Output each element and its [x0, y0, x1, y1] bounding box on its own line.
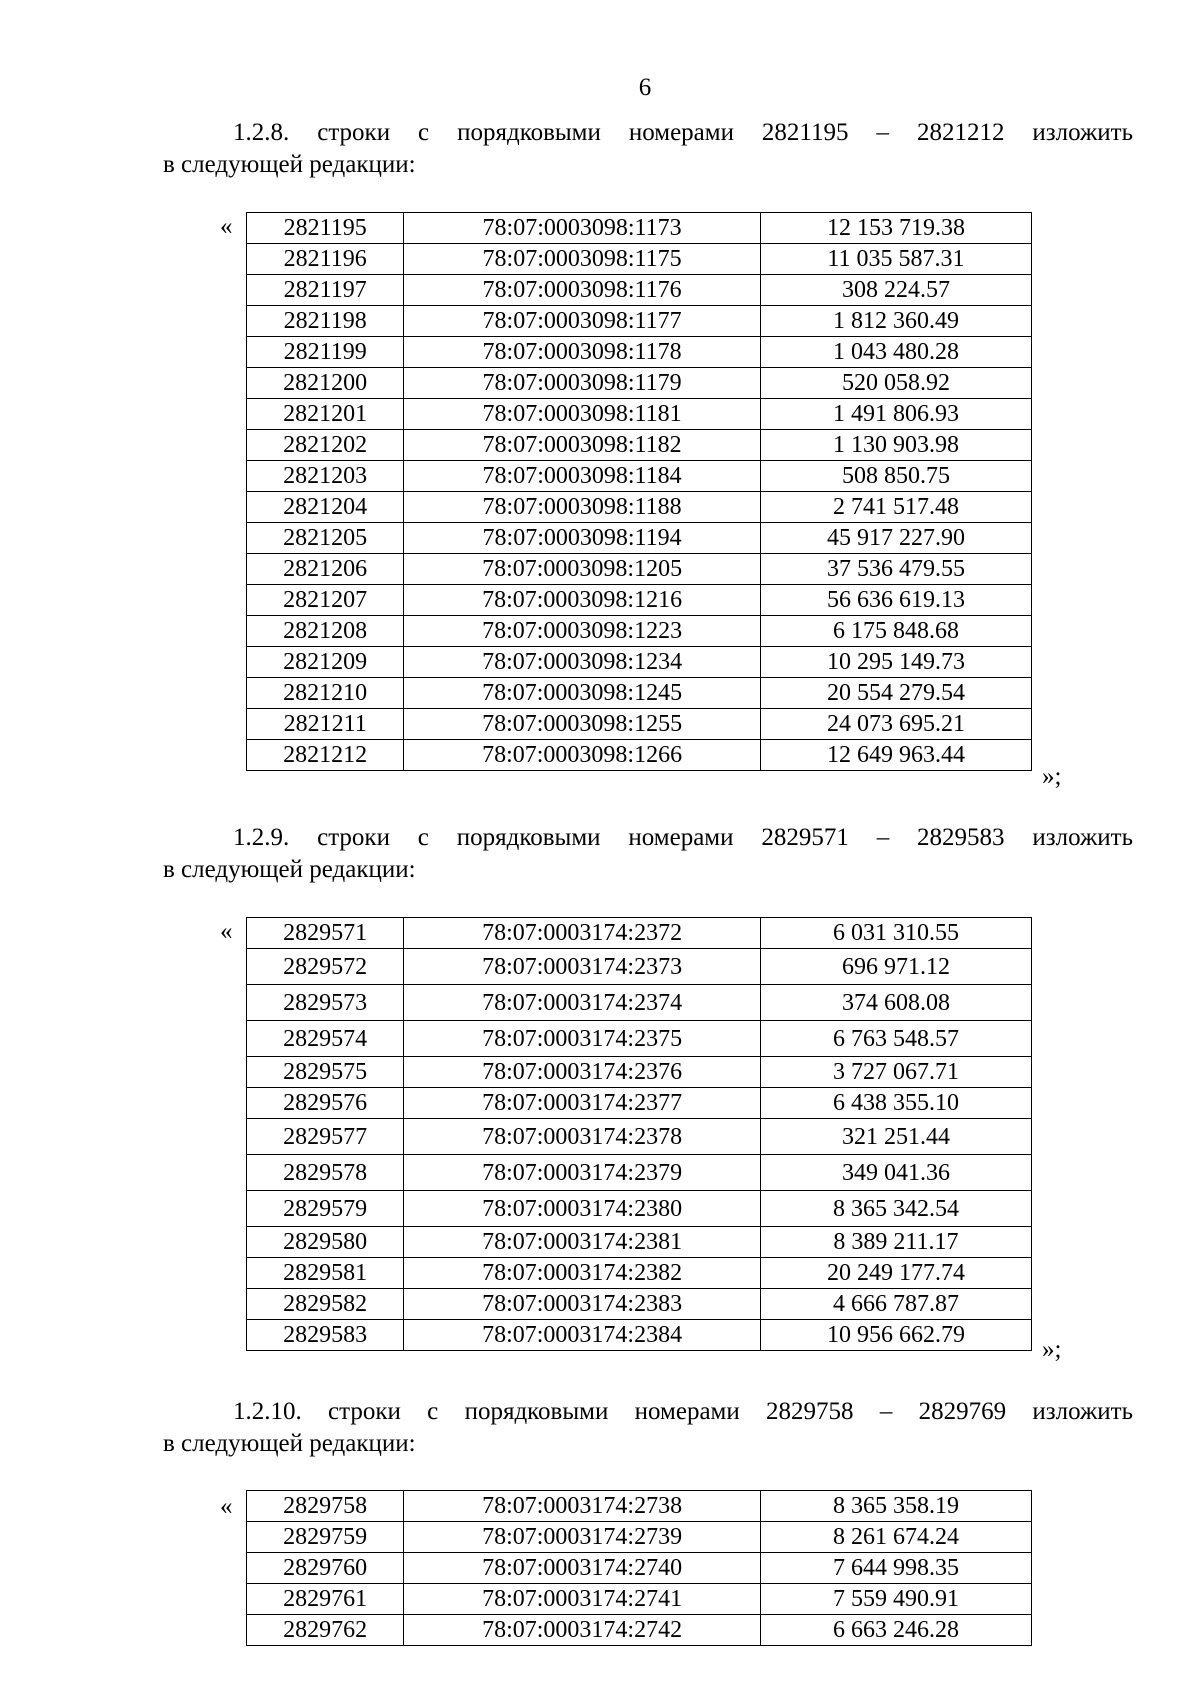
value-cell: 696 971.12	[760, 949, 1031, 985]
row-number-cell: 2821202	[247, 430, 404, 461]
cadastral-number-cell: 78:07:0003174:2381	[404, 1227, 761, 1258]
value-cell: 12 153 719.38	[760, 213, 1031, 244]
value-cell: 37 536 479.55	[760, 554, 1031, 585]
row-number-cell: 2821198	[247, 306, 404, 337]
row-number-cell: 2821208	[247, 616, 404, 647]
table-row	[247, 1191, 1032, 1227]
value-cell: 3 727 067.71	[760, 1057, 1031, 1088]
row-number-cell: 2829572	[247, 949, 404, 985]
table-row	[247, 368, 1032, 399]
cadastral-number-cell: 78:07:0003098:1175	[404, 244, 761, 275]
value-cell: 6 031 310.55	[760, 918, 1031, 949]
intro-line: 1.2.8. строки с порядковыми номерами 2821195 – 2821212 изложить	[233, 119, 1133, 146]
value-cell: 1 491 806.93	[760, 399, 1031, 430]
row-number-cell: 2829571	[247, 918, 404, 949]
data-table-1-2-9	[246, 917, 1032, 1351]
table-row	[247, 399, 1032, 430]
row-number-cell: 2829573	[247, 985, 404, 1021]
cadastral-number-cell: 78:07:0003098:1216	[404, 585, 761, 616]
table-row	[247, 1258, 1032, 1289]
cadastral-number-cell: 78:07:0003174:2377	[404, 1088, 761, 1119]
table-row	[247, 616, 1032, 647]
value-cell: 45 917 227.90	[760, 523, 1031, 554]
table-row	[247, 461, 1032, 492]
row-number-cell: 2821210	[247, 678, 404, 709]
cadastral-number-cell: 78:07:0003098:1194	[404, 523, 761, 554]
value-cell: 6 763 548.57	[760, 1021, 1031, 1057]
table-row	[247, 585, 1032, 616]
row-number-cell: 2821201	[247, 399, 404, 430]
table-row	[247, 306, 1032, 337]
row-number-cell: 2829759	[247, 1522, 404, 1553]
value-cell: 20 249 177.74	[760, 1258, 1031, 1289]
value-cell: 8 261 674.24	[760, 1522, 1031, 1553]
row-number-cell: 2829581	[247, 1258, 404, 1289]
table-row	[247, 523, 1032, 554]
table-row	[247, 1021, 1032, 1057]
value-cell: 7 559 490.91	[760, 1584, 1031, 1615]
row-number-cell: 2829758	[247, 1491, 404, 1522]
value-cell: 1 812 360.49	[760, 306, 1031, 337]
row-number-cell: 2829761	[247, 1584, 404, 1615]
cadastral-number-cell: 78:07:0003098:1266	[404, 740, 761, 771]
value-cell: 321 251.44	[760, 1119, 1031, 1155]
row-number-cell: 2829583	[247, 1320, 404, 1351]
value-cell: 6 438 355.10	[760, 1088, 1031, 1119]
value-cell: 12 649 963.44	[760, 740, 1031, 771]
cadastral-number-cell: 78:07:0003174:2383	[404, 1289, 761, 1320]
intro-line: 1.2.10. строки с порядковыми номерами 2829758 – 2829769 изложить	[233, 1398, 1133, 1425]
row-number-cell: 2821199	[247, 337, 404, 368]
open-quote: «	[220, 918, 233, 945]
value-cell: 374 608.08	[760, 985, 1031, 1021]
row-number-cell: 2829575	[247, 1057, 404, 1088]
intro-line: в следующей редакции:	[163, 151, 416, 178]
table-row	[247, 337, 1032, 368]
open-quote: «	[220, 213, 233, 240]
cadastral-number-cell: 78:07:0003174:2378	[404, 1119, 761, 1155]
value-cell: 11 035 587.31	[760, 244, 1031, 275]
value-cell: 1 130 903.98	[760, 430, 1031, 461]
value-cell: 6 663 246.28	[760, 1615, 1031, 1646]
row-number-cell: 2821200	[247, 368, 404, 399]
table-row	[247, 918, 1032, 949]
table-row	[247, 1320, 1032, 1351]
data-table-1-2-8	[246, 212, 1032, 771]
row-number-cell: 2829578	[247, 1155, 404, 1191]
cadastral-number-cell: 78:07:0003174:2740	[404, 1553, 761, 1584]
row-number-cell: 2829760	[247, 1553, 404, 1584]
value-cell: 308 224.57	[760, 275, 1031, 306]
value-cell: 10 956 662.79	[760, 1320, 1031, 1351]
value-cell: 508 850.75	[760, 461, 1031, 492]
table-row	[247, 244, 1032, 275]
row-number-cell: 2821205	[247, 523, 404, 554]
table-row	[247, 949, 1032, 985]
table-row	[247, 740, 1032, 771]
table-row	[247, 430, 1032, 461]
value-cell: 8 365 358.19	[760, 1491, 1031, 1522]
value-cell: 1 043 480.28	[760, 337, 1031, 368]
cadastral-number-cell: 78:07:0003098:1181	[404, 399, 761, 430]
row-number-cell: 2829579	[247, 1191, 404, 1227]
table-row	[247, 1615, 1032, 1646]
cadastral-number-cell: 78:07:0003098:1182	[404, 430, 761, 461]
table-row	[247, 275, 1032, 306]
row-number-cell: 2821195	[247, 213, 404, 244]
row-number-cell: 2829576	[247, 1088, 404, 1119]
open-quote: «	[220, 1493, 233, 1520]
cadastral-number-cell: 78:07:0003174:2382	[404, 1258, 761, 1289]
table-row	[247, 1119, 1032, 1155]
table-row	[247, 1491, 1032, 1522]
close-quote: »;	[1042, 1336, 1062, 1363]
close-quote: »;	[1042, 763, 1062, 790]
cadastral-number-cell: 78:07:0003174:2372	[404, 918, 761, 949]
row-number-cell: 2821209	[247, 647, 404, 678]
table-row	[247, 1057, 1032, 1088]
value-cell: 20 554 279.54	[760, 678, 1031, 709]
table-row	[247, 1553, 1032, 1584]
row-number-cell: 2829582	[247, 1289, 404, 1320]
row-number-cell: 2829574	[247, 1021, 404, 1057]
table-row	[247, 1155, 1032, 1191]
intro-line: 1.2.9. строки с порядковыми номерами 2829571 – 2829583 изложить	[233, 824, 1133, 851]
row-number-cell: 2821206	[247, 554, 404, 585]
row-number-cell: 2821203	[247, 461, 404, 492]
value-cell: 520 058.92	[760, 368, 1031, 399]
table-row	[247, 1289, 1032, 1320]
cadastral-number-cell: 78:07:0003098:1178	[404, 337, 761, 368]
cadastral-number-cell: 78:07:0003174:2738	[404, 1491, 761, 1522]
cadastral-number-cell: 78:07:0003098:1184	[404, 461, 761, 492]
cadastral-number-cell: 78:07:0003174:2376	[404, 1057, 761, 1088]
cadastral-number-cell: 78:07:0003098:1177	[404, 306, 761, 337]
row-number-cell: 2821207	[247, 585, 404, 616]
table-row	[247, 1584, 1032, 1615]
row-number-cell: 2821212	[247, 740, 404, 771]
cadastral-number-cell: 78:07:0003098:1188	[404, 492, 761, 523]
table-row	[247, 554, 1032, 585]
cadastral-number-cell: 78:07:0003174:2739	[404, 1522, 761, 1553]
row-number-cell: 2821204	[247, 492, 404, 523]
cadastral-number-cell: 78:07:0003174:2380	[404, 1191, 761, 1227]
cadastral-number-cell: 78:07:0003174:2374	[404, 985, 761, 1021]
value-cell: 6 175 848.68	[760, 616, 1031, 647]
cadastral-number-cell: 78:07:0003174:2384	[404, 1320, 761, 1351]
table-row	[247, 1088, 1032, 1119]
row-number-cell: 2829580	[247, 1227, 404, 1258]
section-intro-1-2-8	[163, 117, 1133, 181]
page-number: 6	[638, 74, 652, 101]
data-table-1-2-10	[246, 1490, 1032, 1646]
value-cell: 56 636 619.13	[760, 585, 1031, 616]
cadastral-number-cell: 78:07:0003174:2373	[404, 949, 761, 985]
section-intro-1-2-10	[163, 1396, 1133, 1460]
intro-line: в следующей редакции:	[163, 1430, 416, 1457]
table-row	[247, 709, 1032, 740]
table-row	[247, 678, 1032, 709]
row-number-cell: 2821197	[247, 275, 404, 306]
cadastral-number-cell: 78:07:0003174:2741	[404, 1584, 761, 1615]
cadastral-number-cell: 78:07:0003098:1176	[404, 275, 761, 306]
cadastral-number-cell: 78:07:0003098:1179	[404, 368, 761, 399]
value-cell: 4 666 787.87	[760, 1289, 1031, 1320]
value-cell: 24 073 695.21	[760, 709, 1031, 740]
table-row	[247, 1227, 1032, 1258]
cadastral-number-cell: 78:07:0003098:1234	[404, 647, 761, 678]
table-row	[247, 1522, 1032, 1553]
table-row	[247, 647, 1032, 678]
table-row	[247, 985, 1032, 1021]
value-cell: 7 644 998.35	[760, 1553, 1031, 1584]
value-cell: 8 389 211.17	[760, 1227, 1031, 1258]
cadastral-number-cell: 78:07:0003098:1255	[404, 709, 761, 740]
table-row	[247, 213, 1032, 244]
intro-line: в следующей редакции:	[163, 856, 416, 883]
value-cell: 2 741 517.48	[760, 492, 1031, 523]
cadastral-number-cell: 78:07:0003098:1223	[404, 616, 761, 647]
cadastral-number-cell: 78:07:0003174:2379	[404, 1155, 761, 1191]
section-intro-1-2-9	[163, 822, 1133, 886]
cadastral-number-cell: 78:07:0003098:1173	[404, 213, 761, 244]
value-cell: 8 365 342.54	[760, 1191, 1031, 1227]
cadastral-number-cell: 78:07:0003098:1245	[404, 678, 761, 709]
cadastral-number-cell: 78:07:0003098:1205	[404, 554, 761, 585]
cadastral-number-cell: 78:07:0003174:2375	[404, 1021, 761, 1057]
value-cell: 349 041.36	[760, 1155, 1031, 1191]
table-row	[247, 492, 1032, 523]
row-number-cell: 2829762	[247, 1615, 404, 1646]
cadastral-number-cell: 78:07:0003174:2742	[404, 1615, 761, 1646]
row-number-cell: 2821196	[247, 244, 404, 275]
value-cell: 10 295 149.73	[760, 647, 1031, 678]
row-number-cell: 2821211	[247, 709, 404, 740]
row-number-cell: 2829577	[247, 1119, 404, 1155]
